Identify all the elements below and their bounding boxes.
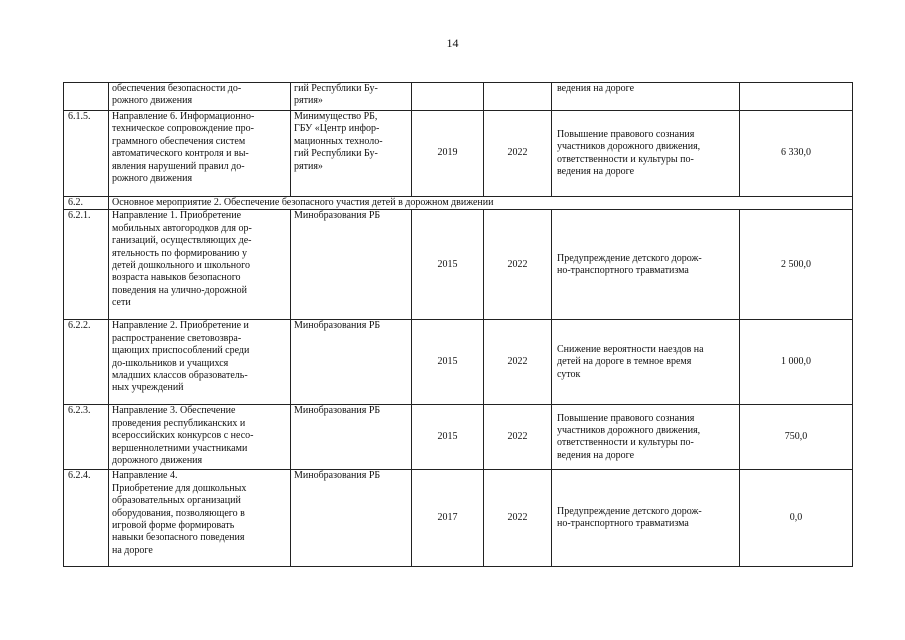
executor-text [291, 470, 412, 567]
result-text-line: ведения на дороге [557, 83, 635, 94]
row-number: 6.2.1. [64, 210, 109, 320]
table-row [64, 83, 853, 111]
executor-text-line: гий Республики Бу- [294, 148, 378, 160]
result-text-line: Предупреждение детского дорож- [557, 252, 702, 264]
row-number: 6.2. [64, 197, 109, 210]
start-year: 2015 [412, 210, 484, 320]
executor-text-line: рятия» [294, 160, 323, 172]
result-text-line: участников дорожного движения, [557, 141, 701, 153]
direction-text [109, 320, 291, 405]
direction-text-line: до-школьников и учащихся [112, 357, 229, 369]
executor-text-line: Минобразования РБ [294, 320, 381, 332]
direction-text-line: вершеннолетними участниками [112, 442, 248, 454]
direction-text-line: рожного движения [112, 95, 193, 107]
direction-text-line: дорожного движения [112, 455, 203, 467]
direction-text-line: младших классов образователь- [112, 370, 248, 382]
end-year: 2022 [484, 320, 552, 405]
result-text-line: ответственности и культуры по- [557, 437, 694, 449]
result-text-line: участников дорожного движения, [557, 425, 701, 436]
result-text-line: Снижение вероятности наездов на [557, 343, 704, 355]
direction-text-line: всероссийских конкурсов с несо- [112, 430, 254, 442]
start-year: 2019 [412, 111, 484, 197]
funding-amount: 6 330,0 [740, 111, 853, 197]
direction-text-line: щающих приспособлений среди [112, 345, 250, 357]
direction-text-line: техническое сопровождение про- [112, 123, 254, 135]
executor-text-line: мационных техноло- [294, 135, 383, 147]
end-year: 2022 [484, 405, 552, 470]
row-number: 6.2.3. [64, 405, 109, 470]
start-year: 2017 [412, 470, 484, 567]
direction-text-line: игровой форме формировать [112, 520, 235, 532]
row-number [64, 83, 109, 111]
direction-text-line: ганизаций, осуществляющих де- [112, 235, 252, 247]
end-year: 2022 [484, 111, 552, 197]
result-text-line: ведения на дороге [557, 165, 635, 177]
direction-text-line: сети [112, 297, 131, 309]
row-number: 6.1.5. [64, 111, 109, 197]
direction-text [109, 470, 291, 567]
direction-text [109, 405, 291, 470]
end-year: 2022 [484, 470, 552, 567]
direction-text-line: Приобретение для дошкольных [112, 482, 247, 494]
direction-text-line: детей дошкольного и школьного [112, 260, 250, 272]
direction-text-line: оборудования, позволяющего в [112, 507, 245, 519]
direction-text-line: Направление 1. Приобретение [112, 210, 242, 222]
direction-text-line: проведения республиканских и [112, 417, 246, 429]
result-text-line: детей на дороге в темное время [557, 356, 692, 368]
executor-text-line: Минимущество РБ, [294, 111, 378, 122]
direction-text-line: граммного обеспечения систем [112, 135, 246, 147]
activities-table [63, 82, 853, 567]
funding-amount: 2 500,0 [740, 210, 853, 320]
direction-text-line: образовательных организаций [112, 495, 241, 507]
direction-text-line: навыки безопасного поведения [112, 532, 245, 544]
direction-text-line: рожного движения [112, 173, 193, 185]
direction-text-line: ятельность по формированию у [112, 247, 247, 259]
start-year [412, 83, 484, 111]
result-text-line: Повышение правового сознания [557, 128, 695, 140]
direction-text-line: обеспечения безопасности до- [112, 83, 242, 94]
executor-text-line: Минобразования РБ [294, 210, 381, 222]
executor-text [291, 111, 412, 197]
executor-text-line: ГБУ «Центр инфор- [294, 123, 380, 135]
row-number: 6.2.2. [64, 320, 109, 405]
direction-text-line: мобильных автогородков для ор- [112, 222, 252, 234]
start-year: 2015 [412, 320, 484, 405]
funding-amount: 0,0 [740, 470, 853, 567]
section-title: Основное мероприятие 2. Обеспечение безопасного участия детей в дорожном движении [109, 197, 853, 210]
result-text [552, 210, 740, 320]
executor-text-line: Минобразования РБ [294, 470, 381, 482]
executor-text [291, 320, 412, 405]
direction-text-line: возраста навыков безопасного [112, 272, 241, 284]
result-text [552, 320, 740, 405]
row-number: 6.2.4. [64, 470, 109, 567]
direction-text-line: Направление 3. Обеспечение [112, 405, 236, 417]
direction-text [109, 210, 291, 320]
result-text-line: Повышение правового сознания [557, 412, 695, 424]
funding-amount: 750,0 [740, 405, 853, 470]
start-year: 2015 [412, 405, 484, 470]
direction-text-line: ных учреждений [112, 382, 184, 394]
result-text [552, 83, 740, 111]
table-row [64, 320, 853, 405]
funding-amount: 1 000,0 [740, 320, 853, 405]
direction-text-line: поведения на улично-дорожной [112, 284, 248, 296]
result-text-line: ответственности и культуры по- [557, 153, 694, 165]
executor-text [291, 210, 412, 320]
executor-text-line: рятия» [294, 95, 323, 107]
result-text-line: Предупреждение детского дорож- [557, 506, 702, 517]
page-number: 14 [446, 36, 459, 50]
table-row [64, 405, 853, 470]
direction-text-line: автоматического контроля и вы- [112, 148, 249, 160]
funding-amount [740, 83, 853, 111]
result-text [552, 111, 740, 197]
table-row [64, 111, 853, 197]
direction-text-line: на дороге [112, 544, 153, 556]
direction-text-line: Направление 4. [112, 470, 178, 482]
end-year [484, 83, 552, 111]
executor-text [291, 405, 412, 470]
result-text-line: но-транспортного травматизма [557, 264, 689, 276]
result-text-line: но-транспортного травматизма [557, 518, 689, 530]
direction-text [109, 83, 291, 111]
executor-text-line: Минобразования РБ [294, 405, 381, 417]
table-row [64, 210, 853, 320]
table-row [64, 470, 853, 567]
executor-text-line: гий Республики Бу- [294, 83, 378, 94]
result-text [552, 405, 740, 470]
direction-text-line: Направление 2. Приобретение и [112, 320, 249, 332]
end-year: 2022 [484, 210, 552, 320]
table-row [64, 197, 853, 210]
result-text [552, 470, 740, 567]
direction-text-line: Направление 6. Информационно- [112, 111, 255, 122]
direction-text [109, 111, 291, 197]
direction-text-line: распространение световозвра- [112, 332, 242, 344]
result-text-line: ведения на дороге [557, 449, 635, 461]
direction-text-line: явления нарушений правил до- [112, 160, 245, 172]
executor-text [291, 83, 412, 111]
result-text-line: суток [557, 368, 581, 380]
